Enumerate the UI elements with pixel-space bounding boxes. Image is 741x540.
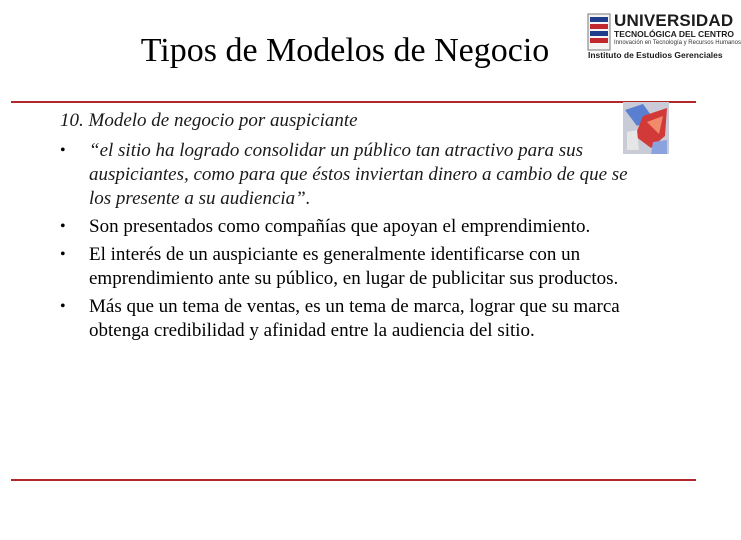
bullet-icon: •	[60, 246, 66, 263]
section-subtitle: 10. Modelo de negocio por auspiciante	[60, 110, 358, 131]
logo-institute-text: Instituto de Estudios Gerenciales	[588, 50, 723, 60]
slide-title: Tipos de Modelos de Negocio	[140, 32, 550, 69]
list-item	[60, 139, 640, 211]
list-item	[60, 243, 640, 291]
bullet-icon: •	[60, 218, 66, 235]
logo-university-text: UNIVERSIDAD	[614, 11, 734, 30]
bullet-text: El interés de un auspiciante es generalmente identificarse con un emprendimiento ante su público, en lugar de publicitar sus productos.	[89, 244, 619, 289]
bullet-text: “el sitio ha logrado consolidar un público tan atractivo para sus auspiciantes, como para que éstos inviertan dinero a cambio de que se los presente a su audiencia”.	[89, 140, 628, 209]
bullet-icon: •	[60, 142, 66, 159]
bullet-text: Más que un tema de ventas, es un tema de marca, lograr que su marca obtenga credibilidad y afinidad entre la audiencia del sitio.	[89, 296, 620, 341]
slide-body	[60, 110, 640, 347]
top-divider	[11, 101, 696, 103]
logo-center-text: TECNOLÓGICA DEL CENTRO	[614, 29, 734, 39]
bullet-text: Son presentados como compañías que apoyan el emprendimiento.	[89, 216, 591, 237]
logo-tagline-text: Innovación en Tecnología y Recursos Humanos	[614, 40, 741, 46]
bullet-icon: •	[60, 298, 66, 315]
bullet-list	[60, 139, 640, 343]
bottom-divider	[11, 479, 696, 481]
list-item	[60, 295, 640, 343]
list-item	[60, 215, 640, 239]
